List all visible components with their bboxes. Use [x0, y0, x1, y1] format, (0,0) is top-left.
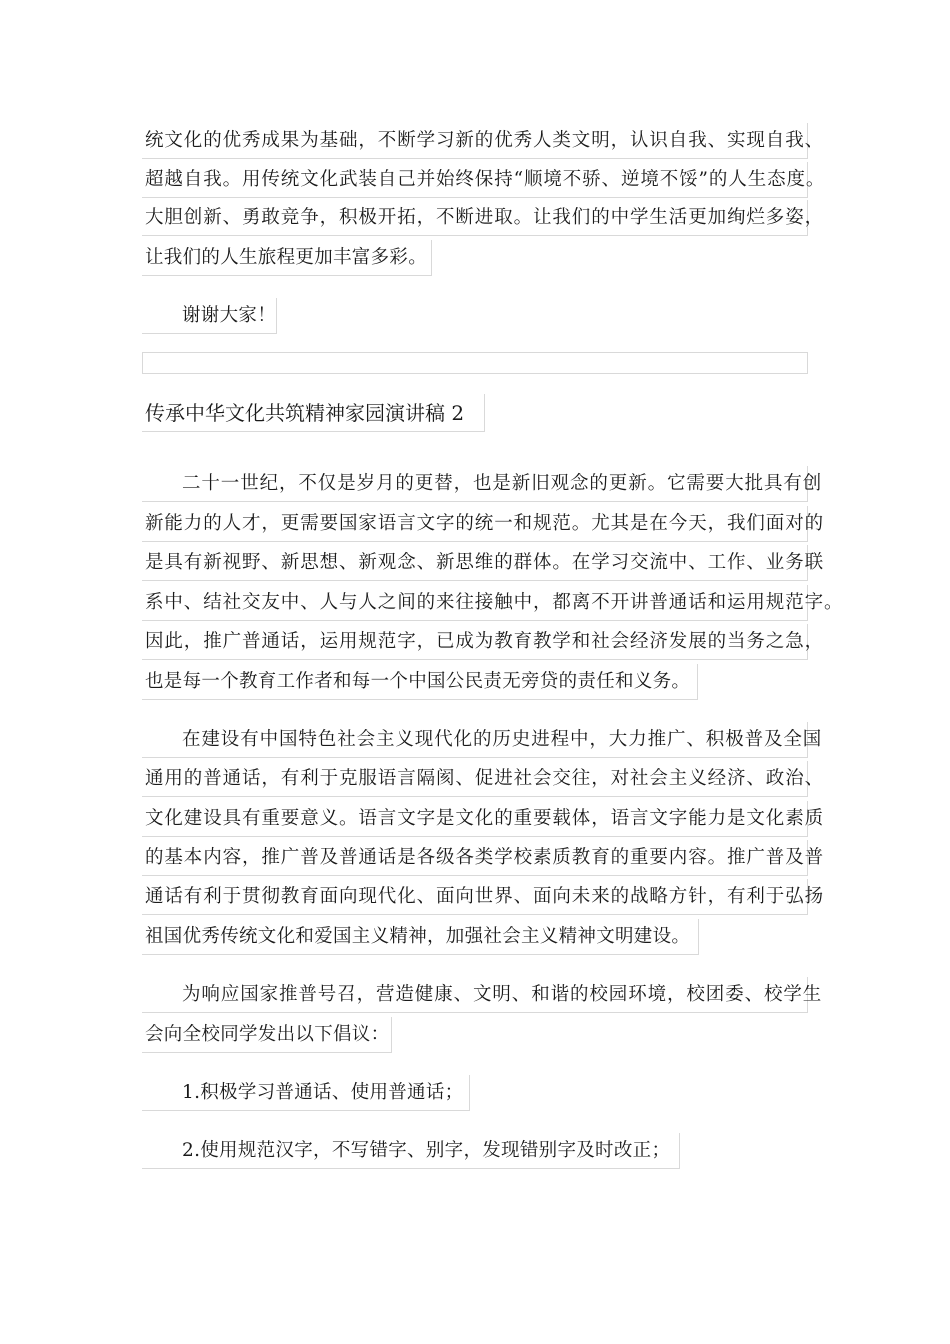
- text-line: 统文化的优秀成果为基础，不断学习新的优秀人类文明，认识自我、实现自我、: [142, 123, 808, 159]
- text-line: 二十一世纪，不仅是岁月的更替，也是新旧观念的更新。它需要大批具有创: [142, 466, 808, 502]
- text-line: 系中、结社交友中、人与人之间的来往接触中，都离不开讲普通话和运用规范字。: [142, 585, 808, 621]
- text-line: 大胆创新、勇敢竞争，积极开拓，不断进取。让我们的中学生活更加绚烂多姿，: [142, 200, 808, 236]
- text-line: 的基本内容，推广普及普通话是各级各类学校素质教育的重要内容。推广普及普: [142, 840, 808, 876]
- text-line: 超越自我。用传统文化武装自己并始终保持“顺境不骄、逆境不馁”的人生态度。: [142, 162, 808, 198]
- text-line: 新能力的人才，更需要国家语言文字的统一和规范。尤其是在今天，我们面对的: [142, 506, 808, 542]
- list-item: 2.使用规范汉字，不写错字、别字，发现错别字及时改正；: [142, 1133, 680, 1169]
- section-heading: 传承中华文化共筑精神家园演讲稿 2: [142, 394, 485, 432]
- text-line: 通用的普通话，有利于克服语言隔阂、促进社会交往，对社会主义经济、政治、: [142, 761, 808, 797]
- list-item: 1.积极学习普通话、使用普通话；: [142, 1075, 470, 1111]
- text-line: 为响应国家推普号召，营造健康、文明、和谐的校园环境，校团委、校学生: [142, 977, 808, 1013]
- text-line: 通话有利于贯彻教育面向现代化、面向世界、面向未来的战略方针，有利于弘扬: [142, 879, 808, 915]
- text-line: 文化建设具有重要意义。语言文字是文化的重要载体，语言文字能力是文化素质: [142, 801, 808, 837]
- text-line: 是具有新视野、新思想、新观念、新思维的群体。在学习交流中、工作、业务联: [142, 545, 808, 581]
- text-line: 让我们的人生旅程更加丰富多彩。: [142, 240, 432, 276]
- blank-separator: [142, 352, 808, 374]
- text-line: 会向全校同学发出以下倡议：: [142, 1017, 392, 1053]
- text-line: 祖国优秀传统文化和爱国主义精神，加强社会主义精神文明建设。: [142, 919, 699, 955]
- text-line: 在建设有中国特色社会主义现代化的历史进程中，大力推广、积极普及全国: [142, 722, 808, 758]
- closing-line: 谢谢大家！: [142, 298, 277, 334]
- text-line: 因此，推广普通话，运用规范字，已成为教育教学和社会经济发展的当务之急，: [142, 624, 808, 660]
- text-line: 也是每一个教育工作者和每一个中国公民责无旁贷的责任和义务。: [142, 664, 698, 700]
